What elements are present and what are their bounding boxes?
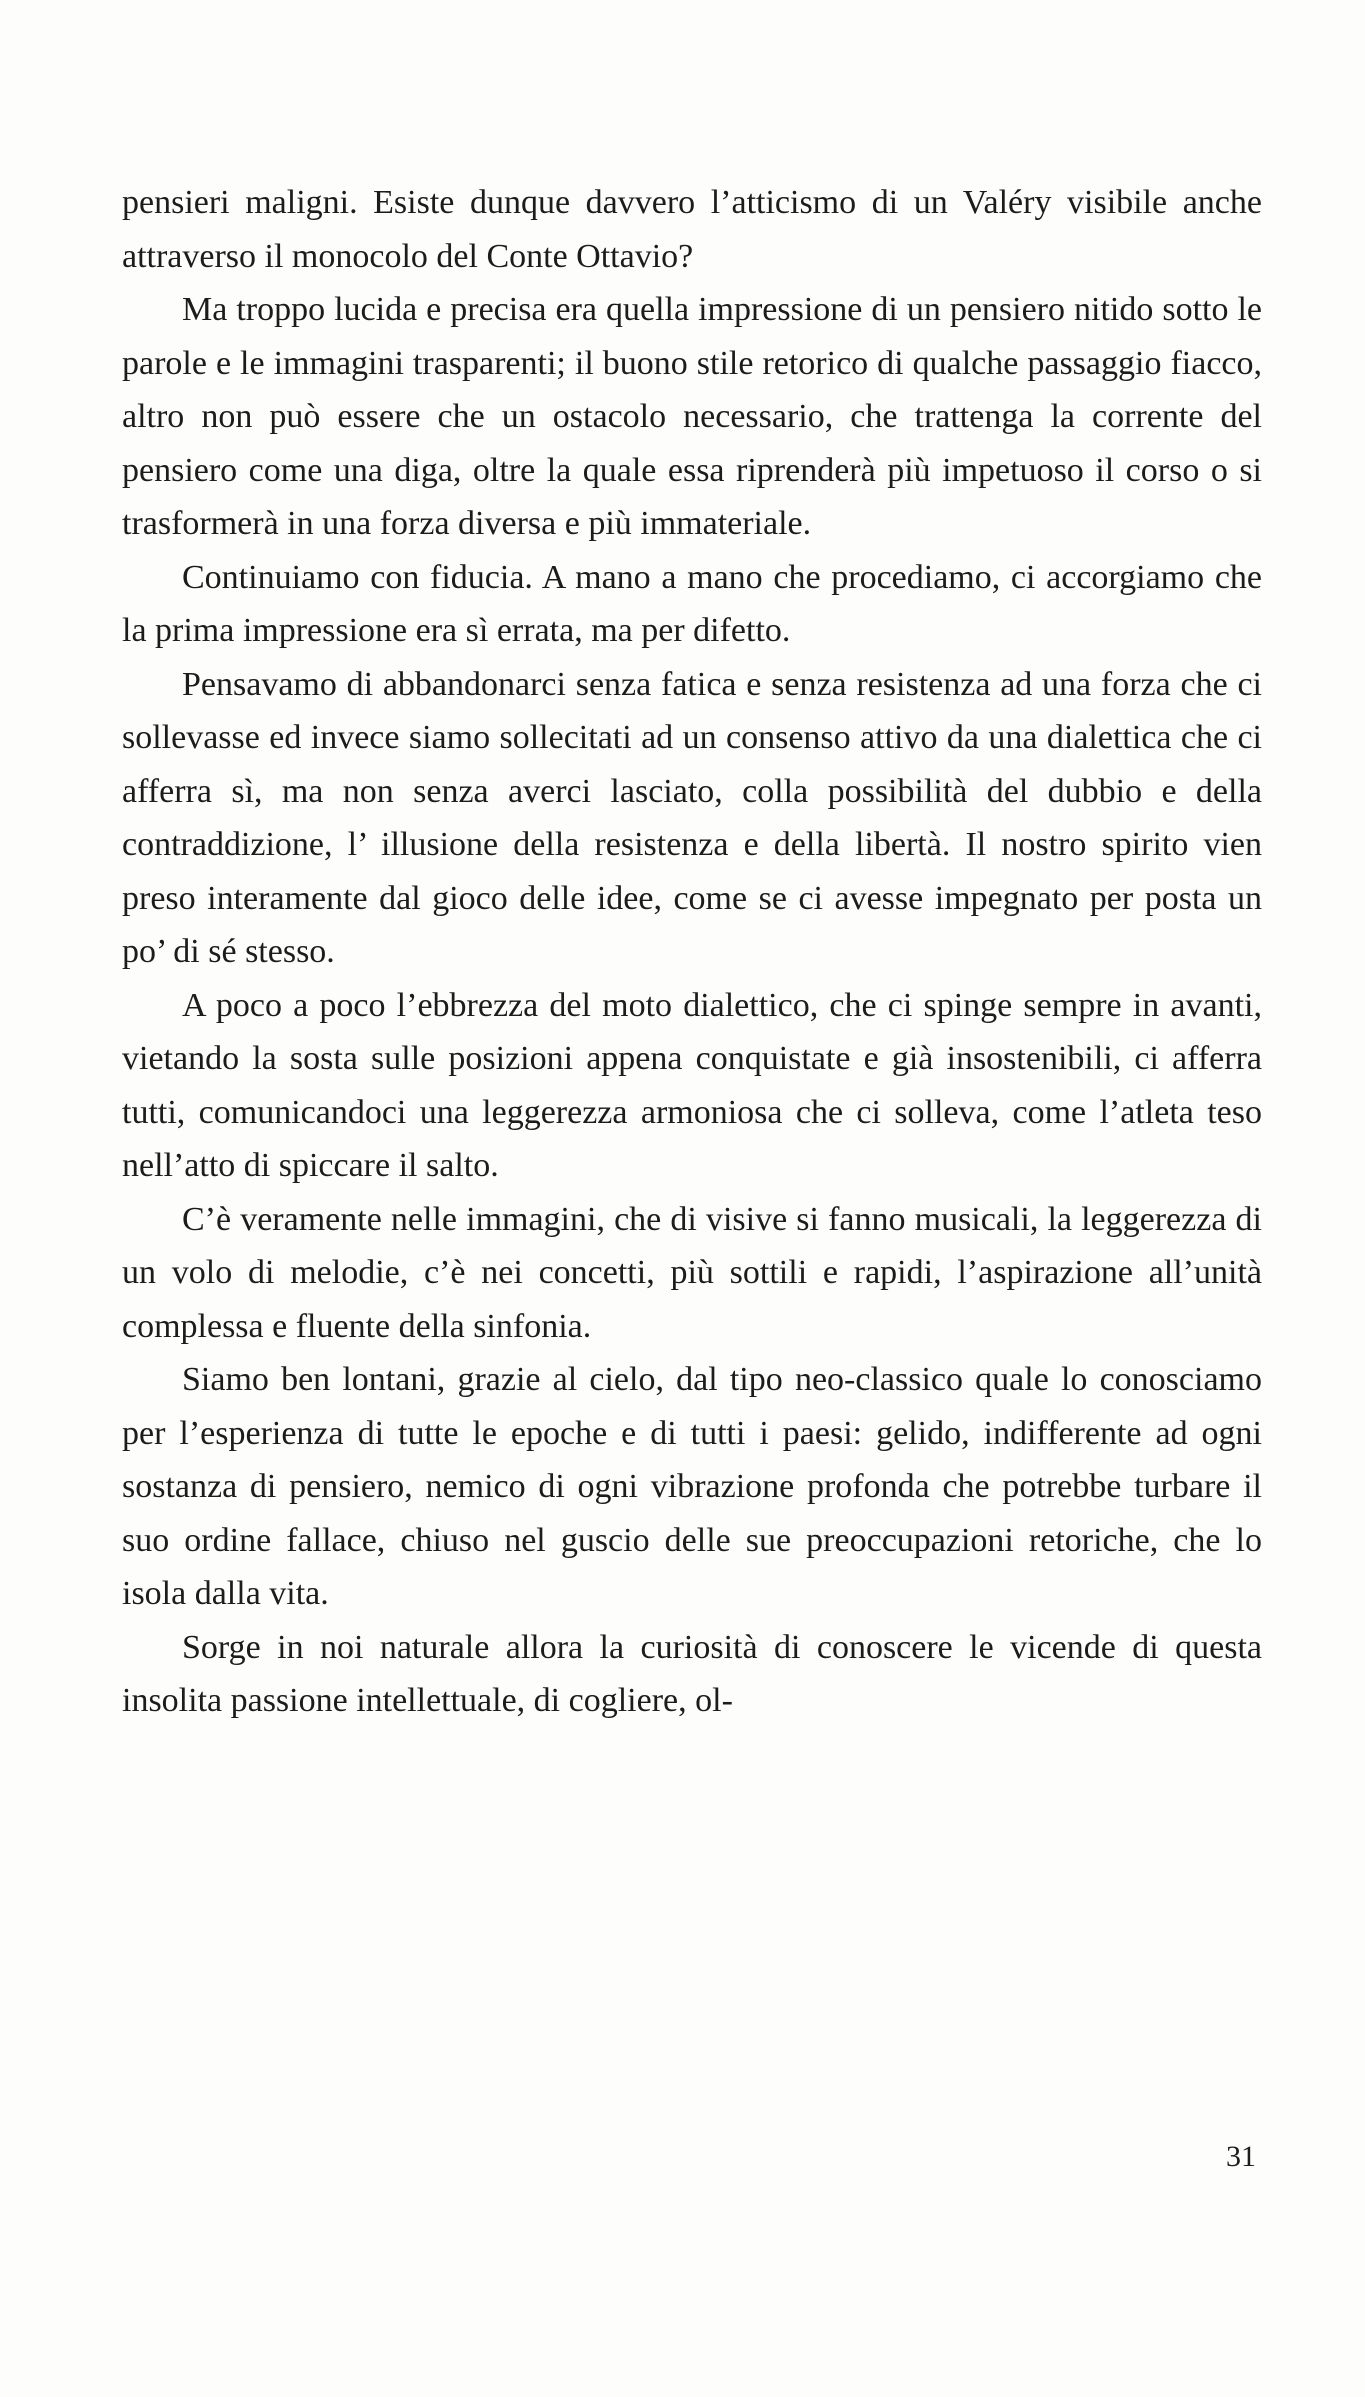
- paragraph: Ma troppo lucida e precisa era quella impressione di un pensiero nitido sotto le parole e le immagini trasparenti; il buono stile retorico di qualche passaggio fiacco, altro non può essere che un ostacolo necessario, che trattenga la corrente del pensiero come una diga, oltre la quale essa riprenderà più impetuoso il corso o si trasformerà in una forza diversa e più immateriale.: [122, 291, 1262, 542]
- paragraph: Continuiamo con fiducia. A mano a mano che procediamo, ci accorgiamo che la prima impressione era sì errata, ma per difetto.: [122, 558, 1262, 649]
- paragraph: Siamo ben lontani, grazie al cielo, dal tipo neo-classico quale lo conosciamo per l’esperienza di tutte le epoche e di tutti i paesi: gelido, indifferente ad ogni sostanza di pensiero, nemico di ogni vibrazione profonda che potrebbe turbare il suo ordine fallace, chiuso nel guscio delle sue preoccupazioni retoriche, che lo isola dalla vita.: [122, 1361, 1262, 1612]
- paragraph: Sorge in noi naturale allora la curiosità di conoscere le vicende di questa insolita passione intellettuale, di cogliere, ol-: [122, 1628, 1262, 1719]
- paragraph: pensieri maligni. Esiste dunque davvero l’atticismo di un Valéry visibile anche attraverso il monocolo del Conte Ottavio?: [122, 184, 1262, 275]
- paragraph: C’è veramente nelle immagini, che di visive si fanno musicali, la leggerezza di un volo di melodie, c’è nei concetti, più sottili e rapidi, l’aspirazione all’unità complessa e fluente della sinfonia.: [122, 1200, 1262, 1345]
- paragraph: A poco a poco l’ebbrezza del moto dialettico, che ci spinge sempre in avanti, vietando la sosta sulle posizioni appena conquistate e già insostenibili, ci afferra tutti, comunicandoci una leggerezza armoniosa che ci solleva, come l’atleta teso nell’atto di spiccare il salto.: [122, 986, 1262, 1184]
- page-number: 31: [1226, 2140, 1256, 2173]
- body-text: [122, 176, 1262, 1728]
- paragraph: Pensavamo di abbandonarci senza fatica e senza resistenza ad una forza che ci sollevasse ed invece siamo sollecitati ad un consenso attivo da una dialettica che ci afferra sì, ma non senza averci lasciato, colla possibilità del dubbio e della contraddizione, l’ illusione della resistenza e della libertà. Il nostro spirito vien preso interamente dal gioco delle idee, come se ci avesse impegnato per posta un po’ di sé stesso.: [122, 665, 1262, 970]
